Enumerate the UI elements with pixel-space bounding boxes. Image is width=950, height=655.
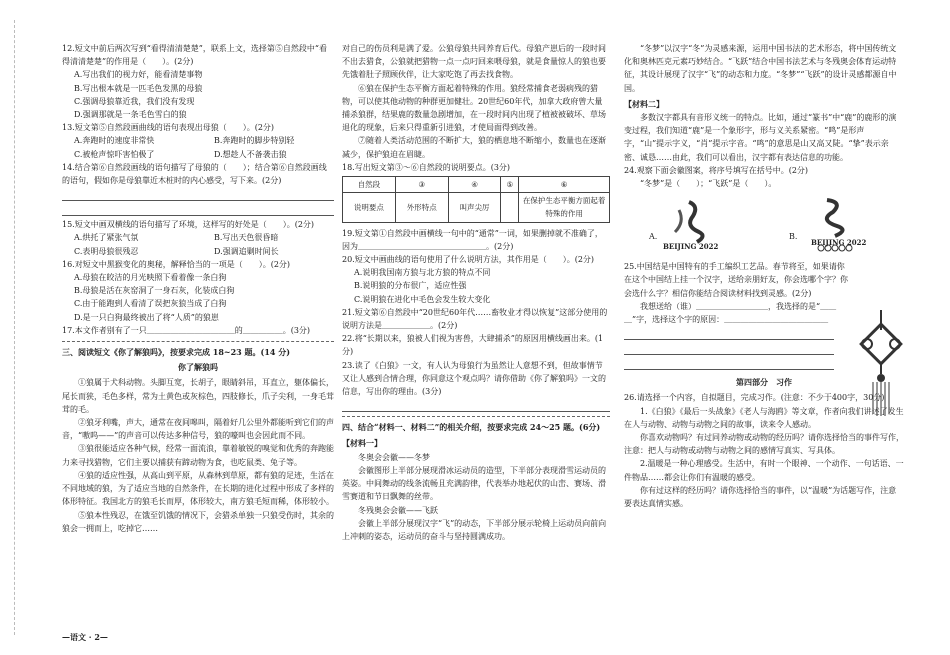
answer-line[interactable] bbox=[624, 357, 834, 370]
emblem-b-label: B. bbox=[789, 232, 798, 242]
page-footer: —语文 · 2— bbox=[62, 632, 108, 642]
question-12: 12.短文中前后两次写到“看得清清楚楚”，联系上文，选择第⑤自然段中“看得清清楚楚”的作用是（ ）。(2分) bbox=[62, 44, 327, 67]
writing-option-2: 2.温暖是一种心理感受。生活中，有时一个眼神、一个动作、一句话语、一件物品……都会让你们有温暖的感受。 bbox=[624, 459, 904, 482]
material-1-label: 【材料一】 bbox=[342, 438, 382, 449]
writing-option-1-detail: 你喜欢动物吗？有过同养动物或动物的经历吗？请你选择恰当的事件写作，注意：把人与动物或动物与动物之间的感情写真实、写具体。 bbox=[624, 433, 904, 456]
answer-line[interactable] bbox=[62, 188, 334, 201]
material-2-text: 多数汉字都具有音形义统一的特点。比如，通过“篆书”中“鹿”的鹿形的演变过程，我们知道“鹿”是一个象形字，形与义关系紧密。“鸣”是形声字，“山”提示字义，“肖”提示字音。“鸣”的意思是山又高又陡。“挚”表示亲密、诚恳……由此，我们可以看出，汉字都有表达信息的功能。 bbox=[624, 113, 897, 162]
question-16: 16.对短文中黑猴变化的奥秘，解释恰当的一项是（ ）。(2分) bbox=[62, 259, 291, 269]
q15-option-a: A.烘托了紧张气氛 bbox=[74, 233, 139, 243]
paragraph-6: ⑥狼在保护生态平衡方面起着特殊的作用。狼经常捕食老弱病残的猎物，可以使其他动物的种群更加健壮。20世纪60年代，加拿大政府曾大量捕杀狼群，结果鹿的数量急剧增加，在一段时间内出现了植被被破坏、草场退化的现象，后来只得重新引进狼，才使局面得到改善。 bbox=[342, 83, 606, 133]
q16-option-b: B.母狼是活在灰窑洞了一身石灰，化装成白狗 bbox=[74, 286, 235, 296]
table-header: ③ bbox=[395, 177, 448, 193]
question-19: 19.短文第①自然段中画横线一句中的“通常”一词，如果删掉就不准确了，因为＿＿＿＿＿＿＿＿＿＿＿＿＿＿＿＿。(2分) bbox=[342, 228, 603, 251]
q15-option-c: C.表明母狼很残忍 bbox=[74, 246, 139, 256]
column-left bbox=[62, 42, 334, 535]
material-1-title-1: 冬奥会会徽——冬梦 bbox=[358, 452, 430, 462]
question-21: 21.短文第⑥自然段中“20世纪60年代……畜牧业才得以恢复”这部分使用的说明方法是＿＿＿＿＿＿。(2分) bbox=[342, 307, 608, 331]
divider bbox=[62, 341, 334, 342]
binding-margin bbox=[14, 20, 16, 635]
table-header: ④ bbox=[448, 177, 501, 193]
q16-option-d: D.是一只白狗最终被出了将“人质”的狼崽 bbox=[74, 312, 219, 322]
material-2-label: 【材料二】 bbox=[624, 98, 664, 109]
answer-line[interactable] bbox=[624, 342, 834, 355]
q12-option-a: A.写出我们的视力好，能看清楚事物 bbox=[74, 70, 203, 80]
table-cell: 在保护生态平衡方面起着特殊的作用 bbox=[519, 193, 610, 222]
q13-option-b: B.奔跑时的脚步特别轻 bbox=[214, 136, 295, 146]
paragraph-5-cont: 对自己的伤员利是满了爱。公狼母狼共同养育后代。母狼产崽后的一段时间不出去猎食，公狼就把猎物一点一点叼回来喂母狼，就是食量惊人的狼也要先饿着肚子照顾伙伴，让大家吃饱了再去找食物。 bbox=[342, 44, 606, 80]
material-1-title-2: 冬残奥会会徽——飞跃 bbox=[358, 505, 438, 515]
table-header: 自然段 bbox=[343, 177, 396, 193]
table-cell[interactable] bbox=[501, 193, 519, 222]
q16-option-a: A.母狼在皎洁的月光映照下看着像一条白狗 bbox=[74, 273, 227, 283]
q12-option-b: B.写出根本就是一匹毛色发黑的母狼 bbox=[74, 83, 203, 93]
material-1-text-2: 会徽上半部分展现汉字“飞”的动态，下半部分展示轮椅上运动员向前向上冲刺的姿态，运动员的奋斗与坚持圆满成功。 bbox=[342, 518, 607, 541]
q15-option-b: B.写出天色很昏暗 bbox=[214, 233, 279, 243]
question-26: 26.请选择一个内容，自拟题目，完成习作。(注意：不少于400字，30分) bbox=[624, 393, 885, 403]
emblem-row bbox=[624, 194, 904, 256]
question-25: 25.中国结是中国特有的手工编织工艺品。春节将至，如果请你在这个中国结上挂一个汉字，送给亲朋好友，你会选哪个字？你会选什么字？相信你能结合阅读材料找到灵感。(2分) bbox=[624, 262, 848, 298]
q25-answer: 我想送给（谁）＿＿＿＿＿＿＿＿＿，我选择的是“＿＿＿”字，选择这个字的原因：＿＿＿＿＿＿＿＿＿＿＿＿＿ bbox=[624, 301, 837, 325]
table-header: ⑥ bbox=[519, 177, 610, 193]
question-20: 20.短文中画曲线的语句使用了什么说明方法，其作用是（ ）。(2分) bbox=[342, 255, 595, 265]
table-cell: 外形特点 bbox=[395, 193, 448, 222]
q13-option-d: D.想趁人不备袭击狼 bbox=[214, 149, 287, 159]
q12-option-c: C.强调母狼靠近我，我们没有发现 bbox=[74, 96, 195, 106]
column-middle bbox=[342, 42, 610, 543]
chinese-knot-icon bbox=[855, 310, 907, 418]
question-15: 15.短文中画双横线的语句描写了环境，这样写的好处是（ ）。(2分) bbox=[62, 220, 315, 230]
writing-option-2-detail: 你有过这样的经历吗？请你选择恰当的事件，以“温暖”为话题写作，注意要表达真情实感。 bbox=[624, 485, 897, 509]
part-4-heading: 第四部分 习作 bbox=[736, 377, 792, 388]
q20-option-a: A.说明我国南方狼与北方狼的特点不同 bbox=[354, 268, 491, 278]
q20-option-c: C.说明狼在进化中毛色会发生较大变化 bbox=[354, 294, 491, 304]
paragraph-2: ②狼牙利嘴，声大，通常在夜间嗥叫，隔着好几公里外都能听到它们的声音，“嗷呜——”的声音可以传达多种信号，狼的嚎叫也会因此而不同。 bbox=[62, 418, 334, 441]
question-22: 22.将“长期以来，狼被人们视为害兽，大肆捕杀”的原因用横线画出来。(1分) bbox=[342, 334, 604, 357]
divider bbox=[342, 416, 610, 417]
paragraph-4: ④狼的适应性强，从高山到平原，从森林到草原，都有狼的足迹，生活在不同地域的狼，为了适应当地的自然条件，在长期的进化过程中形成了多样的体形特征。我国北方的狼毛长而厚，体形较大，南方狼毛短而稀，体形较小。 bbox=[62, 470, 334, 507]
question-18: 18.写出短文第③～⑥自然段的说明要点。(3分) bbox=[342, 162, 511, 172]
section-4-heading: 四、结合“材料一、材料二”的相关介绍，按要求完成 24～25 题。(6分) bbox=[342, 422, 601, 433]
summary-table bbox=[342, 176, 610, 223]
answer-line[interactable] bbox=[342, 399, 610, 412]
emblem-a-text: BEIJING 2022 bbox=[663, 242, 719, 252]
question-23: 23.读了《白狼》一文，有人认为母狼行为虽然让人意想不到，但故事情节又让人感到合情合理，你同意这个观点吗？请你借助《你了解狼吗》一文的信息，写出你的理由。(3分) bbox=[342, 360, 606, 397]
question-13: 13.短文第⑤自然段画曲线的语句表现出母狼（ ）。(2分) bbox=[62, 123, 275, 133]
paragraph-3: ③狼很能适应各种气候，经常一面流浪，靠着敏锐的嗅觉和优秀的奔跑能力来寻找猎物，它们主要以捕获有蹄动物为食，也吃鼠类、兔子等。 bbox=[62, 444, 334, 467]
table-cell[interactable]: 叫声尖厉 bbox=[448, 193, 501, 222]
question-24: 24.观察下面会徽图案，将序号填写在括号中。(2分) bbox=[624, 165, 809, 175]
emblem-b bbox=[789, 196, 879, 254]
material-1-text-3: “冬梦”以汉字“冬”为灵感来源，运用中国书法的艺术形态，将中国传统文化和奥林匹克元素巧妙结合。“飞跃”结合中国书法艺术与冬残奥会体育运动特征，其设计展现了汉字“飞”的动态和力度。“冬梦”“飞跃”的设计灵感都源自中国。 bbox=[624, 44, 897, 93]
answer-line[interactable] bbox=[624, 327, 834, 340]
answer-line[interactable] bbox=[62, 203, 334, 216]
q12-option-d: D.强调那就是一条毛色雪白的狼 bbox=[74, 110, 187, 120]
section-3-heading: 三、阅读短文《你了解狼吗》，按要求完成 18~23 题。(14 分) bbox=[62, 347, 291, 358]
paragraph-7: ⑦随着人类活动范围的不断扩大，狼的栖息地不断缩小，数量也在逐渐减少，保护狼迫在眉睫。 bbox=[342, 136, 606, 159]
q15-option-d: D.强调追剿时间长 bbox=[214, 246, 279, 256]
q13-option-a: A.奔跑时的速度非常快 bbox=[74, 136, 155, 146]
emblem-a-label: A. bbox=[649, 232, 658, 242]
table-header: ⑤ bbox=[501, 177, 519, 193]
paragraph-5: ⑤狼本性残忍，在饿至饥饿的情况下，会猎杀单独一只狼受伤时，其余的狼会一拥而上，吃掉它…… bbox=[62, 510, 334, 533]
q13-option-c: C.被枪声惊吓害怕极了 bbox=[74, 149, 155, 159]
paragraph-1: ①狼属于犬科动物。头脚互宽，长胡子，眼睛斜吊，耳直立，躯体偏长，尾长而狭，毛色多样，常为土黄色或灰棕色，四肢修长，爪子尖利，一身毛茸茸的毛。 bbox=[62, 378, 334, 414]
emblem-a bbox=[649, 196, 739, 254]
question-14: 14.结合第⑥自然段画线的语句描写了母狼的（ ）；结合第⑥自然段画线的语句，假如你是母狼靠近木桩时的内心感受，写下来。(2分) bbox=[62, 162, 327, 186]
q24-answer: “冬梦”是（ ）；“飞跃”是（ ）。 bbox=[640, 179, 777, 189]
q16-option-c: C.由于能跑到人看清了误把灰狼当成了白狗 bbox=[74, 299, 227, 309]
material-1-text-1: 会徽图形上半部分展现滑冰运动员的造型，下半部分表现滑雪运动员的英姿。中间舞动的线条流畅且充满韵律，代表举办地起伏的山峦、赛场、滑雪赛道和节日飘舞的丝带。 bbox=[342, 465, 606, 502]
q20-option-b: B.说明狼的分布很广，适应性强 bbox=[354, 281, 467, 291]
emblem-b-text: BEIJING 2022 bbox=[811, 238, 867, 248]
writing-option-1: 1.《白狼》《最后一头战象》《老人与海鸥》等文章，作者向我们讲述了发生在人与动物、动物与动物之间的故事，读来令人感动。 bbox=[624, 406, 904, 429]
question-17: 17.本文作者别有了一只＿＿＿＿＿＿＿＿＿＿＿的＿＿＿＿＿。(3分) bbox=[62, 325, 311, 335]
article-title: 你了解狼吗 bbox=[178, 362, 218, 373]
table-cell: 说明要点 bbox=[343, 193, 396, 222]
column-right bbox=[624, 42, 904, 510]
